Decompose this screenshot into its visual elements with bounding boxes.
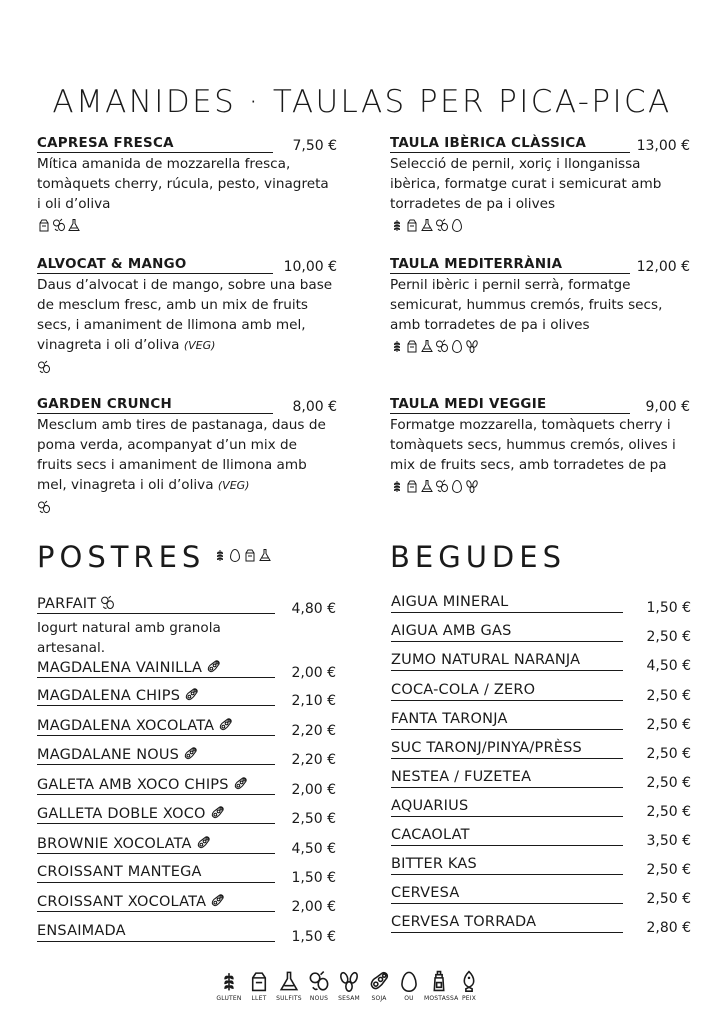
beguda-price: 2,50 € (646, 629, 691, 645)
postre-name: ENSAIMADA (37, 923, 126, 939)
postre-name: GALETA AMB XOCO CHIPS (37, 776, 248, 793)
item-name: TAULA MEDITERRÀNIA (390, 257, 630, 274)
postre-price: 2,20 € (291, 723, 336, 739)
beguda-price: 2,50 € (646, 804, 691, 820)
item-description: Pernil ibèric i pernil serrà, formatge semicurat, hummus cremós, fruits secs, amb torradetes de pa i olives (390, 277, 663, 333)
beguda-row (391, 795, 691, 823)
beguda-name: CERVESA (391, 885, 460, 901)
milk-icon (405, 218, 419, 232)
milk-icon (405, 479, 419, 493)
soy-icon (183, 746, 198, 761)
gluten-icon (213, 548, 227, 562)
postre-row (37, 684, 336, 712)
underline (391, 641, 623, 642)
postre-price: 2,50 € (291, 811, 336, 827)
gluten-icon (390, 339, 404, 353)
sesame-icon (465, 479, 479, 493)
underline (37, 853, 275, 854)
postre-row (37, 773, 336, 801)
legend-label: PEIX (461, 995, 477, 1002)
item-allergens (390, 217, 690, 232)
item-price: 13,00 € (636, 138, 690, 154)
legend-label: GLUTEN (216, 995, 242, 1002)
postre-name: BROWNIE XOCOLATA (37, 835, 211, 852)
item-name: TAULA MEDI VEGGIE (390, 397, 630, 414)
postre-row (37, 743, 336, 771)
postre-description: Iogurt natural amb granola artesanal. (37, 620, 221, 656)
beguda-price: 1,50 € (646, 600, 691, 616)
beguda-price: 2,80 € (646, 920, 691, 936)
item-allergens (390, 338, 690, 353)
beguda-name: CERVESA TORRADA (391, 914, 537, 930)
underline (37, 705, 275, 706)
item-price: 8,00 € (292, 399, 337, 415)
legend-label: LLET (251, 995, 267, 1002)
menu-item (390, 133, 690, 232)
egg-icon (450, 218, 464, 232)
sesame-icon (338, 970, 360, 992)
postre-row (37, 861, 336, 889)
item-name: CAPRESA FRESCA (37, 136, 273, 153)
postre-price: 2,00 € (291, 665, 336, 681)
underline (391, 903, 623, 904)
postres-title: POSTRES (37, 540, 206, 574)
soy-icon (196, 835, 211, 850)
beguda-row (391, 766, 691, 794)
item-description: Selecció de pernil, xoriç i llonganissa ibèrica, formatge curat i semicurat amb torradetes de pa i olives (390, 156, 662, 212)
legend-item (424, 966, 459, 1002)
beguda-name: NESTEA / FUZETEA (391, 769, 532, 785)
item-description: Mítica amanida de mozzarella fresca, tomàquets cherry, rúcula, pesto, vinagreta i oli d’oliva (37, 156, 329, 212)
legend-item (364, 966, 394, 1002)
beguda-row (391, 882, 691, 910)
beguda-name: SUC TARONJ/PINYA/PRÈSS (391, 740, 582, 756)
soy-icon (210, 893, 225, 908)
milk-icon (243, 548, 257, 562)
beguda-row (391, 853, 691, 881)
legend-item (394, 966, 424, 1002)
underline (391, 874, 623, 875)
legend-item (274, 966, 304, 1002)
beguda-price: 3,50 € (646, 833, 691, 849)
item-allergens (37, 359, 337, 374)
beguda-price: 2,50 € (646, 775, 691, 791)
sulfites-icon (258, 548, 272, 562)
underline (391, 758, 623, 759)
postre-row (37, 802, 336, 830)
postre-price: 2,00 € (291, 899, 336, 915)
beguda-name: COCA-COLA / ZERO (391, 682, 536, 698)
item-allergens (390, 478, 690, 493)
beguda-row (391, 620, 691, 648)
milk-icon (37, 218, 51, 232)
underline (37, 941, 275, 942)
nuts-icon (37, 500, 51, 514)
underline (391, 729, 623, 730)
beguda-price: 4,50 € (646, 658, 691, 674)
beguda-row (391, 911, 691, 939)
underline (37, 882, 275, 883)
fish-icon (458, 970, 480, 992)
beguda-row (391, 591, 691, 619)
page-title: AMANIDES · TAULAS PER PICA-PICA (52, 84, 672, 120)
beguda-name: BITTER KAS (391, 856, 477, 872)
beguda-price: 2,50 € (646, 891, 691, 907)
item-allergens (37, 217, 337, 232)
milk-icon (405, 339, 419, 353)
sulfites-icon (278, 970, 300, 992)
menu-item (37, 254, 337, 374)
sulfites-icon (420, 218, 434, 232)
menu-item (390, 394, 690, 493)
postre-price: 2,10 € (291, 693, 336, 709)
item-description: Mesclum amb tires de pastanaga, daus de poma verda, acompanyat d’un mix de fruits secs i amaniment de llimona amb mel, vinagreta i oli d’oliva (VEG) (37, 417, 326, 493)
gluten-icon (218, 970, 240, 992)
soy-icon (206, 659, 221, 674)
underline (37, 823, 275, 824)
postre-row (37, 592, 336, 656)
beguda-price: 2,50 € (646, 688, 691, 704)
postre-name: MAGDALANE NOUS (37, 746, 198, 763)
beguda-name: AQUARIUS (391, 798, 469, 814)
allergen-legend (214, 966, 484, 1002)
egg-icon (450, 479, 464, 493)
postre-price: 1,50 € (291, 870, 336, 886)
legend-label: NOUS (309, 995, 329, 1002)
item-allergens (37, 499, 337, 514)
beguda-name: FANTA TARONJA (391, 711, 508, 727)
postre-name: GALLETA DOBLE XOCO (37, 805, 225, 822)
postre-price: 4,80 € (291, 601, 336, 617)
gluten-icon (390, 218, 404, 232)
postre-name: MAGDALENA XOCOLATA (37, 717, 233, 734)
legend-label: SOJA (371, 995, 387, 1002)
soy-icon (210, 805, 225, 820)
postres-allergen-icons (213, 548, 272, 562)
beguda-row (391, 737, 691, 765)
menu-item (37, 394, 337, 514)
item-price: 12,00 € (636, 259, 690, 275)
item-name: TAULA IBÈRICA CLÀSSICA (390, 136, 630, 153)
item-price: 10,00 € (283, 259, 337, 275)
postre-row (37, 890, 336, 918)
sesame-icon (465, 339, 479, 353)
sulfites-icon (420, 339, 434, 353)
postre-name: CROISSANT XOCOLATA (37, 893, 225, 910)
beguda-price: 2,50 € (646, 862, 691, 878)
beguda-price: 2,50 € (646, 717, 691, 733)
legend-item (214, 966, 244, 1002)
menu-item (37, 133, 337, 232)
nuts-icon (100, 595, 115, 610)
legend-label: SESAM (338, 995, 360, 1002)
legend-item (244, 966, 274, 1002)
legend-label: OU (404, 995, 414, 1002)
item-price: 7,50 € (292, 138, 337, 154)
underline (391, 932, 623, 933)
soy-icon (233, 776, 248, 791)
postre-price: 2,20 € (291, 752, 336, 768)
nuts-icon (52, 218, 66, 232)
item-name: ALVOCAT & MANGO (37, 257, 273, 274)
postre-name: PARFAIT (37, 595, 115, 612)
underline (37, 911, 275, 912)
postre-row (37, 656, 336, 684)
postre-price: 1,50 € (291, 929, 336, 945)
nuts-icon (435, 339, 449, 353)
egg-icon (398, 970, 420, 992)
postre-row (37, 714, 336, 742)
sulfites-icon (420, 479, 434, 493)
underline (391, 845, 623, 846)
postre-price: 4,50 € (291, 841, 336, 857)
beguda-name: ZUMO NATURAL NARANJA (391, 652, 581, 668)
underline (37, 764, 275, 765)
milk-icon (248, 970, 270, 992)
gluten-icon (390, 479, 404, 493)
soy-icon (218, 717, 233, 732)
soy-icon (184, 687, 199, 702)
beguda-name: AIGUA AMB GAS (391, 623, 512, 639)
beguda-price: 2,50 € (646, 746, 691, 762)
nuts-icon (435, 479, 449, 493)
beguda-row (391, 824, 691, 852)
underline (391, 700, 623, 701)
nuts-icon (37, 360, 51, 374)
postre-price: 2,00 € (291, 782, 336, 798)
underline (391, 670, 623, 671)
underline (37, 677, 275, 678)
postre-row (37, 832, 336, 860)
underline (37, 613, 275, 614)
postre-name: MAGDALENA CHIPS (37, 687, 199, 704)
beguda-name: CACAOLAT (391, 827, 470, 843)
veg-label: (VEG) (183, 339, 216, 352)
underline (37, 794, 275, 795)
legend-item (304, 966, 334, 1002)
beguda-row (391, 679, 691, 707)
item-name: GARDEN CRUNCH (37, 397, 273, 414)
legend-item (454, 966, 484, 1002)
item-description: Daus d’alvocat i de mango, sobre una base de mesclum fresc, amb un mix de fruits secs, i amaniment de llimona amb mel, vinagreta i oli d’oliva (VEG) (37, 277, 333, 353)
nuts-icon (308, 970, 330, 992)
soy-icon (368, 970, 390, 992)
veg-label: (VEG) (217, 479, 250, 492)
item-description: Formatge mozzarella, tomàquets cherry i tomàquets secs, hummus cremós, olives i mix de fruits secs, amb torradetes de pa (390, 417, 676, 473)
legend-label: MOSTASSA (424, 995, 459, 1002)
postre-name: MAGDALENA VAINILLA (37, 659, 221, 676)
underline (391, 612, 623, 613)
beguda-row (391, 649, 691, 677)
mustard-icon (428, 970, 450, 992)
legend-label: SULFITS (276, 995, 302, 1002)
underline (391, 787, 623, 788)
menu-item (390, 254, 690, 353)
sulfites-icon (67, 218, 81, 232)
begudes-title: BEGUDES (390, 540, 566, 574)
postre-name: CROISSANT MANTEGA (37, 864, 202, 880)
underline (37, 735, 275, 736)
beguda-row (391, 708, 691, 736)
legend-item (334, 966, 364, 1002)
item-price: 9,00 € (645, 399, 690, 415)
postre-row (37, 920, 336, 948)
nuts-icon (435, 218, 449, 232)
beguda-name: AIGUA MINERAL (391, 594, 509, 610)
egg-icon (228, 548, 242, 562)
egg-icon (450, 339, 464, 353)
underline (391, 816, 623, 817)
